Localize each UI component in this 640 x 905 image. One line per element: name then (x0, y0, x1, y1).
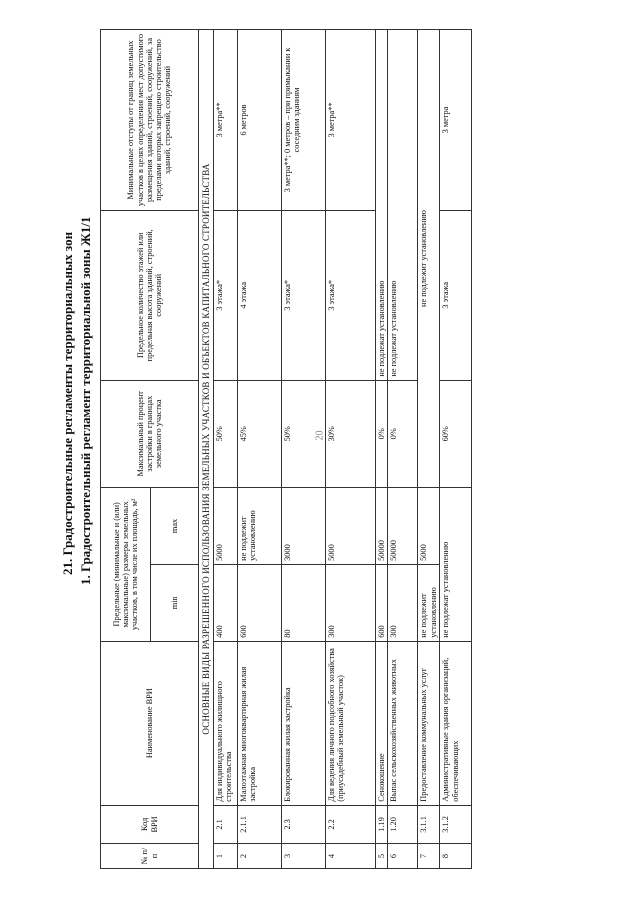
row-floors-setback: не подлежат установлению (388, 30, 418, 381)
row-area: не подлежат установлению (440, 487, 472, 641)
table-row (388, 30, 418, 869)
row-percent: 50% (214, 380, 238, 487)
header-min: min (151, 564, 199, 641)
table-row (440, 30, 472, 869)
header-code: Код ВРИ (101, 805, 199, 843)
row-min: 600 (376, 564, 388, 641)
row-percent: 0% (388, 380, 418, 487)
row-num: 7 (418, 844, 440, 869)
section-title: ОСНОВНЫЕ ВИДЫ РАЗРЕШЕННОГО ИСПОЛЬЗОВАНИЯ ЗЕМЕЛЬНЫХ УЧАСТКОВ И ОБЪЕКТОВ КАПИТАЛЬНОГО СТРОИТЕЛЬСТВА (199, 30, 214, 869)
row-num: 8 (440, 844, 472, 869)
row-max: 5000 (418, 487, 440, 564)
row-name: Выпас сельскохозяйственных животных (388, 641, 418, 805)
header-floors: Предельное количество этажей или предельная высота зданий, строений, сооружений (101, 210, 199, 380)
row-num: 2 (238, 844, 282, 869)
table-row (326, 30, 376, 869)
row-code: 2.1.1 (238, 805, 282, 843)
row-name: Сенокошение (376, 641, 388, 805)
row-name: Малоэтажная многоквартирная жилая застройка (238, 641, 282, 805)
table-row (376, 30, 388, 869)
row-code: 3.1.1 (418, 805, 440, 843)
section-heading: 21. Градостроительные регламенты территориальных зон (60, 231, 75, 575)
row-num: 4 (326, 844, 376, 869)
row-max: 3000 (282, 487, 326, 564)
row-min: 80 (282, 564, 326, 641)
row-percent-floors-setback: не подлежит установлению (418, 30, 440, 488)
table-row (214, 30, 238, 869)
row-code: 2.1 (214, 805, 238, 843)
regulation-table (100, 29, 472, 869)
row-setback: 3 метра (440, 30, 472, 211)
row-code: 2.3 (282, 805, 326, 843)
table-row (238, 30, 282, 869)
row-num: 6 (388, 844, 418, 869)
row-floors: 3 этажа* (282, 210, 326, 380)
row-max: 50000 (376, 487, 388, 564)
row-max: 5000 (214, 487, 238, 564)
row-code: 2.2 (326, 805, 376, 843)
row-floors: 3 этажа* (214, 210, 238, 380)
header-setbacks: Минимальные отступы от границ земельных участков в целях определения мест допустимого размещения зданий, строений, сооружений, за пределами которых запрещено строительство зданий, строений, сооружений (101, 30, 199, 211)
row-floors-setback: не подлежат установлению (376, 30, 388, 381)
row-min: 600 (238, 564, 282, 641)
row-setback: 3 метра**; 0 метров – при примыкании к соседним зданиям (282, 30, 326, 211)
row-max: не подлежит установлению (238, 487, 282, 564)
table-row (282, 30, 326, 869)
table-row (418, 30, 440, 869)
row-name: Блокированная жилая застройка (282, 641, 326, 805)
row-num: 5 (376, 844, 388, 869)
row-name: Предоставление коммунальных услуг (418, 641, 440, 805)
row-percent: 60% (440, 380, 472, 487)
row-name: Для ведения личного подсобного хозяйства (приусадебный земельный участок) (326, 641, 376, 805)
header-percent: Максимальный процент застройки в границах земельного участка (101, 380, 199, 487)
row-min: не подлежит установлению (418, 564, 440, 641)
row-percent: 30% (326, 380, 376, 487)
row-percent: 45% (238, 380, 282, 487)
row-setback: 3 метра** (326, 30, 376, 211)
row-num: 1 (214, 844, 238, 869)
subsection-heading: 1. Градостроительный регламент территориальной зоны Ж1/1 (78, 216, 93, 585)
row-name: Для индивидуального жилищного строительства (214, 641, 238, 805)
row-code: 1.20 (388, 805, 418, 843)
row-percent: 0% (376, 380, 388, 487)
row-code: 1.19 (376, 805, 388, 843)
header-area: Предельные (минимальные и (или) максимальные) размеры земельных участков, в том числе их площадь, м² (101, 487, 151, 641)
row-min: 300 (326, 564, 376, 641)
row-min: 300 (388, 564, 418, 641)
header-name: Наименование ВРИ (101, 641, 199, 805)
page-number: 20 (314, 430, 326, 441)
row-setback: 3 метра** (214, 30, 238, 211)
row-num: 3 (282, 844, 326, 869)
row-min: 400 (214, 564, 238, 641)
row-percent: 50% (282, 380, 326, 487)
header-num: № п/п (101, 844, 199, 869)
row-floors: 3 этажа* (326, 210, 376, 380)
row-setback: 6 метров (238, 30, 282, 211)
row-floors: 4 этажа (238, 210, 282, 380)
row-floors: 3 этажа (440, 210, 472, 380)
header-max: max (151, 487, 199, 564)
row-max: 50000 (388, 487, 418, 564)
row-code: 3.1.2 (440, 805, 472, 843)
row-name: Административные здания организаций, обеспечивающих (440, 641, 472, 805)
row-max: 5000 (326, 487, 376, 564)
